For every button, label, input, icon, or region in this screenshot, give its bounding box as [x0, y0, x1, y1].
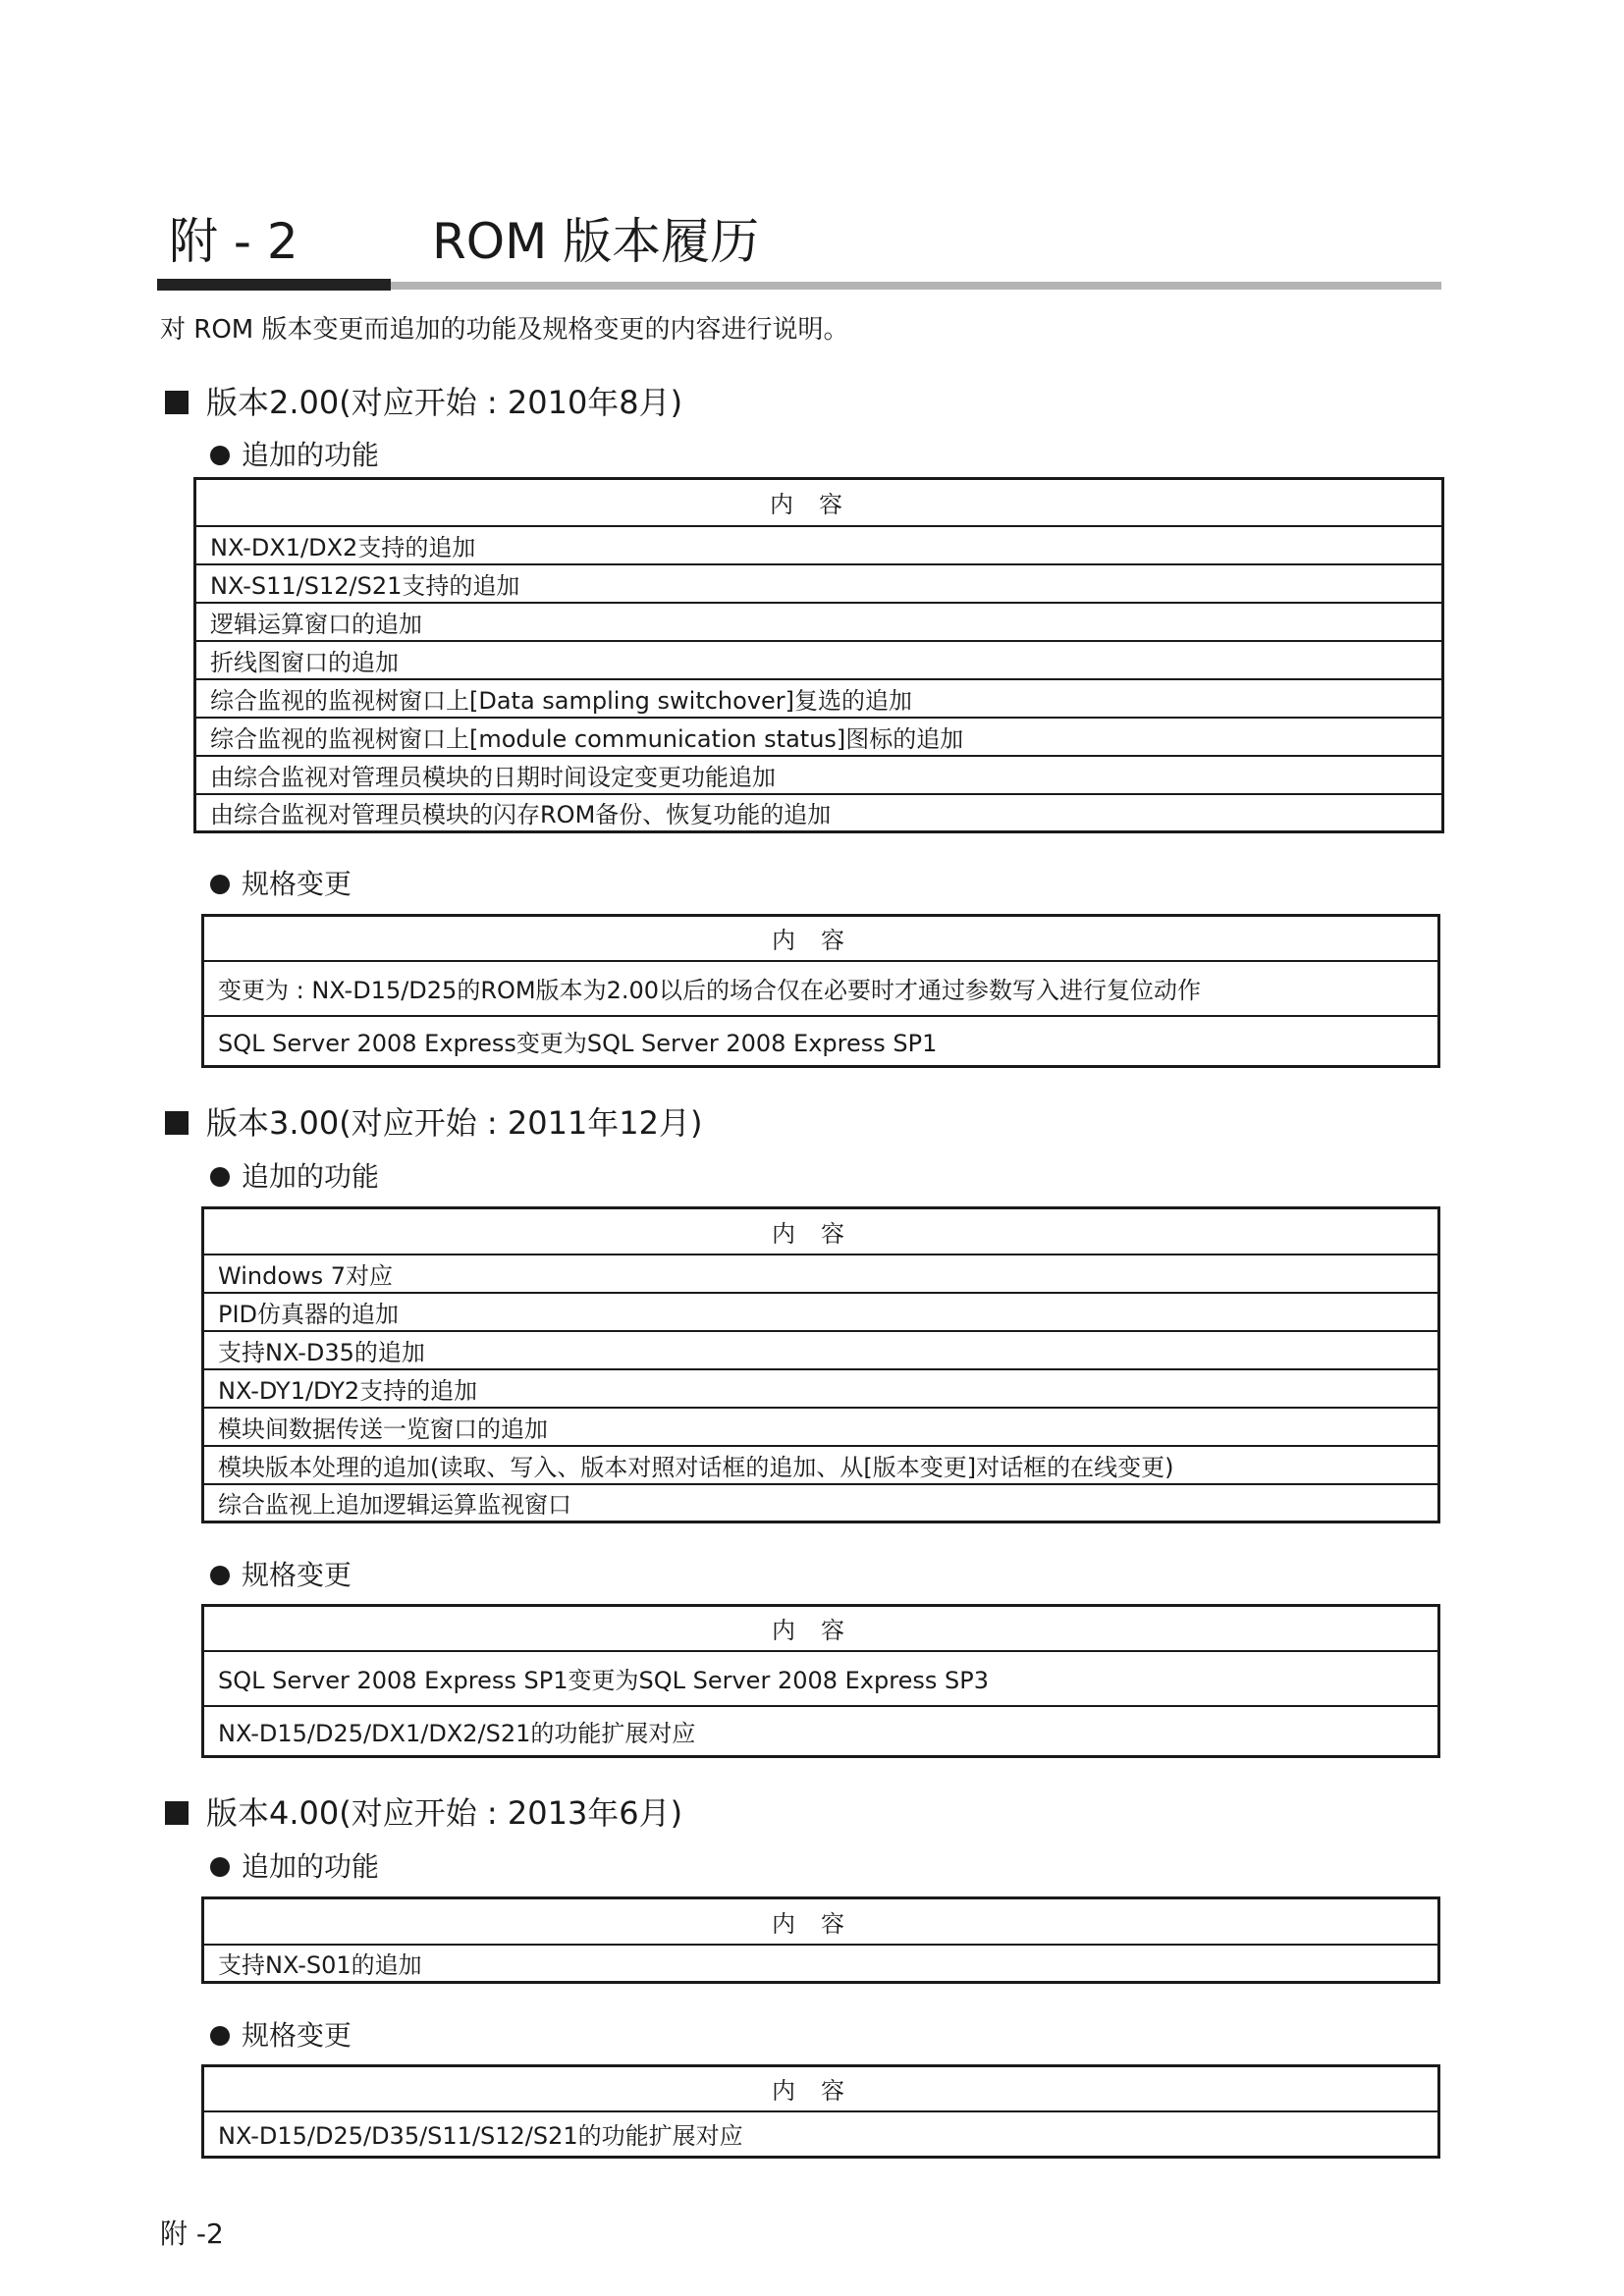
round-bullet-icon [210, 2026, 230, 2046]
subsection-heading-text: 规格变更 [242, 1559, 352, 1591]
round-bullet-icon [210, 1566, 230, 1585]
subsection-heading-text: 规格变更 [242, 2019, 352, 2052]
square-bullet-icon [165, 1111, 189, 1135]
subsection-heading-text: 追加的功能 [242, 1850, 380, 1883]
table-row: 折线图窗口的追加 [195, 641, 1443, 679]
square-bullet-icon [165, 391, 189, 414]
subsection-heading [210, 1847, 379, 1887]
title-underline-dark [157, 279, 391, 291]
table-row: 由综合监视对管理员模块的闪存ROM备份、恢复功能的追加 [195, 794, 1443, 832]
table-row: 变更为 : NX-D15/D25的ROM版本为2.00以后的场合仅在必要时才通过参数写入进行复位动作 [203, 961, 1439, 1016]
section-heading-text: 版本3.00(对应开始 : 2011年12月) [206, 1104, 703, 1142]
section-heading [165, 1101, 703, 1145]
section-heading-text: 版本4.00(对应开始 : 2013年6月) [206, 1794, 683, 1832]
table-row: 模块版本处理的追加(读取、写入、版本对照对话框的追加、从[版本变更]对话框的在线变更) [203, 1446, 1439, 1484]
page-number: 附 -2 [160, 2217, 224, 2250]
table-row: PID仿真器的追加 [203, 1293, 1439, 1331]
table-row: 综合监视上追加逻辑运算监视窗口 [203, 1484, 1439, 1522]
table-row: 支持NX-D35的追加 [203, 1331, 1439, 1369]
round-bullet-icon [210, 446, 230, 465]
section-heading [165, 1791, 682, 1835]
subsection-heading [210, 2016, 352, 2056]
subsection-heading [210, 1556, 352, 1595]
added-features-table [201, 1206, 1440, 1523]
subsection-heading [210, 865, 352, 904]
subsection-heading [210, 436, 379, 475]
table-row: 综合监视的监视树窗口上[module communication status]图标的追加 [195, 718, 1443, 756]
table-row: NX-D15/D25/D35/S11/S12/S21的功能扩展对应 [203, 2111, 1439, 2158]
page-title-number: 附 - 2 [169, 213, 298, 270]
section-heading-text: 版本2.00(对应开始 : 2010年8月) [206, 384, 683, 421]
spec-changes-table [201, 2064, 1440, 2159]
subsection-heading-text: 追加的功能 [242, 439, 380, 471]
table-row: SQL Server 2008 Express变更为SQL Server 2008 Express SP1 [203, 1016, 1439, 1067]
table-row: 模块间数据传送一览窗口的追加 [203, 1408, 1439, 1446]
table-header: 内容 [203, 916, 1439, 961]
table-row: NX-DY1/DY2支持的追加 [203, 1369, 1439, 1408]
table-header: 内容 [195, 479, 1443, 526]
table-row: NX-DX1/DX2支持的追加 [195, 526, 1443, 564]
table-row: SQL Server 2008 Express SP1变更为SQL Server 2008 Express SP3 [203, 1651, 1439, 1706]
added-features-table [201, 1896, 1440, 1984]
table-row: 支持NX-S01的追加 [203, 1945, 1439, 1983]
round-bullet-icon [210, 1167, 230, 1187]
table-row: 由综合监视对管理员模块的日期时间设定变更功能追加 [195, 756, 1443, 794]
round-bullet-icon [210, 875, 230, 894]
subsection-heading-text: 规格变更 [242, 868, 352, 900]
table-header: 内容 [203, 1208, 1439, 1255]
page-title: ROM 版本履历 [432, 213, 760, 270]
table-row: 综合监视的监视树窗口上[Data sampling switchover]复选的追加 [195, 679, 1443, 718]
table-row: 逻辑运算窗口的追加 [195, 603, 1443, 641]
intro-text: 对 ROM 版本变更而追加的功能及规格变更的内容进行说明。 [160, 315, 849, 345]
square-bullet-icon [165, 1801, 189, 1825]
spec-changes-table [201, 914, 1440, 1068]
title-underline-gray [391, 282, 1441, 290]
subsection-heading [210, 1157, 379, 1197]
table-header: 内容 [203, 1898, 1439, 1945]
table-header: 内容 [203, 2066, 1439, 2111]
spec-changes-table [201, 1604, 1440, 1758]
table-row: NX-S11/S12/S21支持的追加 [195, 564, 1443, 603]
table-row: NX-D15/D25/DX1/DX2/S21的功能扩展对应 [203, 1706, 1439, 1757]
subsection-heading-text: 追加的功能 [242, 1160, 380, 1193]
table-header: 内容 [203, 1606, 1439, 1651]
section-heading [165, 381, 682, 424]
added-features-table [193, 477, 1444, 833]
round-bullet-icon [210, 1857, 230, 1877]
table-row: Windows 7对应 [203, 1255, 1439, 1293]
